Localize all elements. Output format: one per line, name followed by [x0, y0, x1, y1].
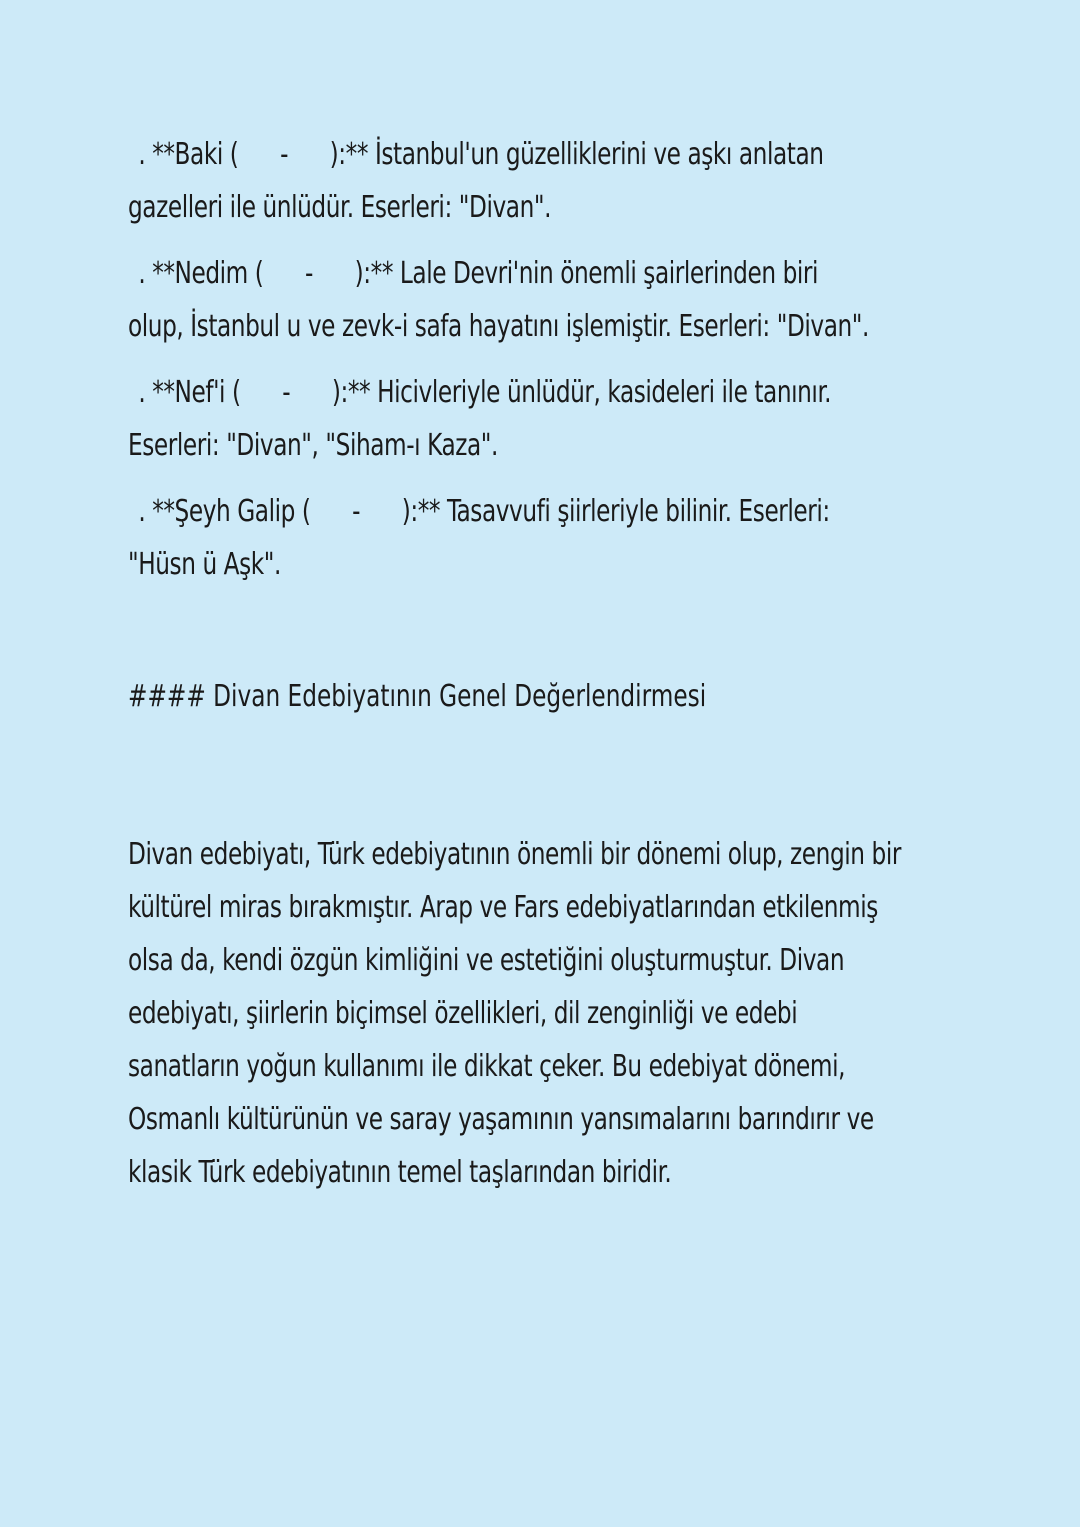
document-page [128, 128, 958, 1190]
section-heading: #### Divan Edebiyatının Genel Değerlendirmesi [128, 679, 707, 714]
poet-entry-seyh-galip [128, 485, 958, 591]
poet-entry-line: . **Baki ( - ):** İstanbul'un güzelliklerini ve aşkı anlatan [138, 137, 824, 172]
evaluation-paragraph [128, 828, 958, 1199]
poet-entry-line: Eserleri: "Divan", "Siham-ı Kaza". [128, 428, 498, 463]
paragraph-line: Osmanlı kültürünün ve saray yaşamının yansımalarını barındırır ve [128, 1102, 874, 1137]
paragraph-line: kültürel miras bırakmıştır. Arap ve Fars edebiyatlarından etkilenmiş [128, 890, 878, 925]
poet-entry-line: "Hüsn ü Aşk". [128, 547, 281, 582]
poet-entry-line: . **Nedim ( - ):** Lale Devri'nin önemli şairlerinden biri [138, 256, 819, 291]
poet-entry-line: gazelleri ile ünlüdür. Eserleri: "Divan". [128, 190, 552, 225]
poet-entry-nedim [128, 247, 958, 353]
poet-entry-line: . **Nef'i ( - ):** Hicivleriyle ünlüdür, kasideleri ile tanınır. [138, 375, 832, 410]
poet-entry-nefi [128, 366, 958, 472]
poet-entry-line: . **Şeyh Galip ( - ):** Tasavvufi şiirleriyle bilinir. Eserleri: [138, 494, 830, 529]
paragraph-line: olsa da, kendi özgün kimliğini ve estetiğini oluşturmuştur. Divan [128, 943, 845, 978]
paragraph-line: edebiyatı, şiirlerin biçimsel özellikleri, dil zenginliği ve edebi [128, 996, 798, 1031]
paragraph-line: Divan edebiyatı, Türk edebiyatının önemli bir dönemi olup, zengin bir [128, 837, 901, 872]
poet-entry-baki [128, 128, 958, 234]
paragraph-line: klasik Türk edebiyatının temel taşlarından biridir. [128, 1155, 672, 1190]
poet-entry-line: olup, İstanbul u ve zevk-i safa hayatını işlemiştir. Eserleri: "Divan". [128, 309, 869, 344]
paragraph-line: sanatların yoğun kullanımı ile dikkat çeker. Bu edebiyat dönemi, [128, 1049, 846, 1084]
